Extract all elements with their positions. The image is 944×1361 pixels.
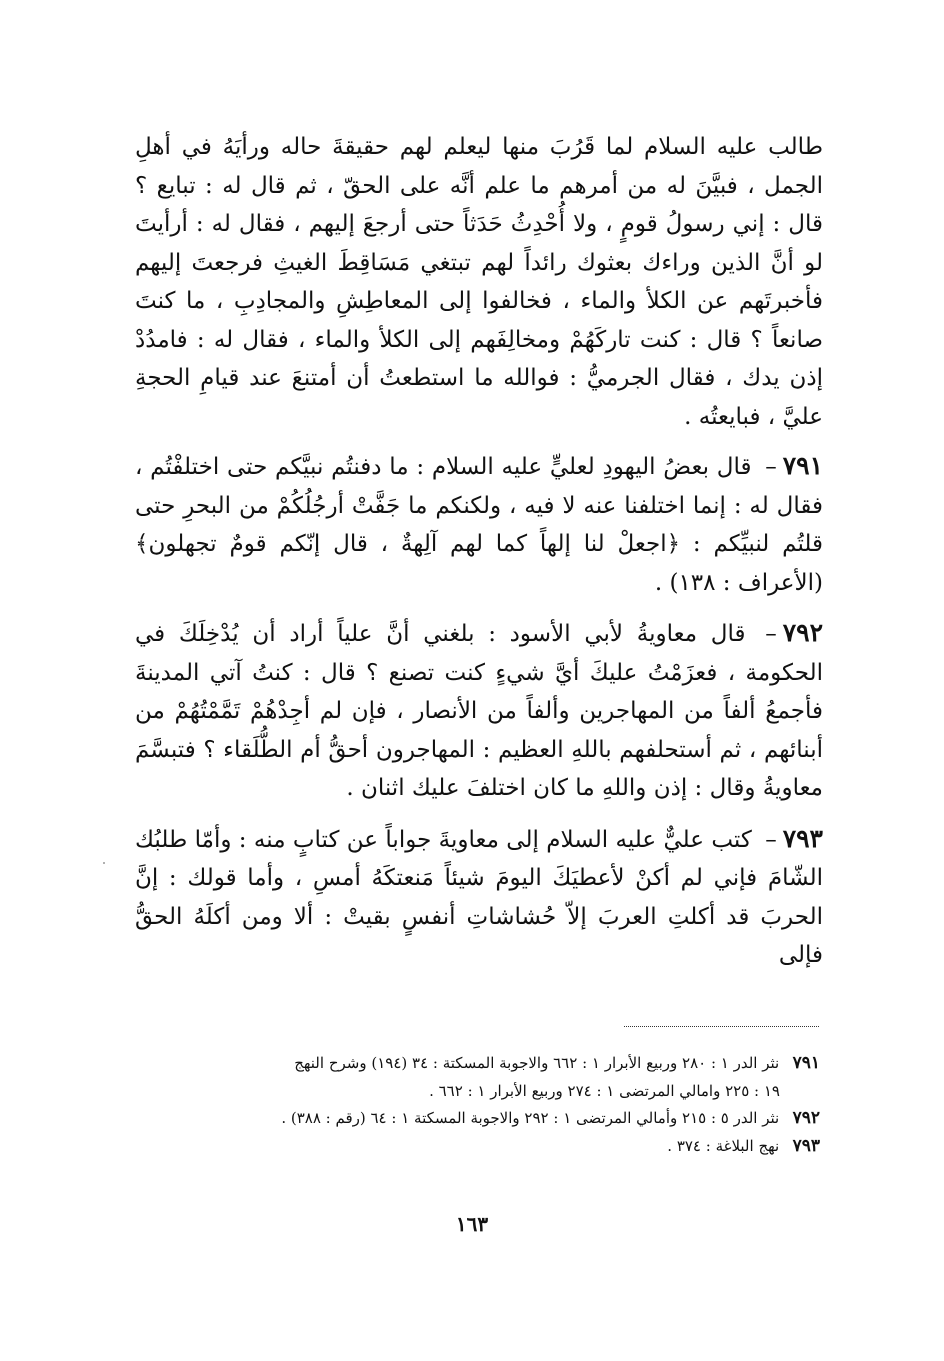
entry-dash: – (765, 826, 777, 853)
footnote-separator (624, 1026, 819, 1027)
entry-dash: – (765, 621, 777, 647)
paragraph-791 (135, 447, 823, 602)
paragraph-continued (135, 128, 823, 436)
footnote-text: ١٩ : ٢٢٥ وامالي المرتضى ١ : ٢٧٤ وربيع الأبرار ١ : ٦٦٢ . (429, 1081, 780, 1100)
footnotes (140, 1050, 820, 1160)
scan-speck (103, 862, 105, 864)
entry-dash: – (765, 454, 777, 480)
footnote-number: ٧٩١ (792, 1053, 820, 1073)
entry-number: ٧٩٢ (782, 618, 824, 647)
footnote-791 (140, 1050, 820, 1078)
footnote-text: نهج البلاغة : ٣٧٤ . (667, 1136, 780, 1155)
entry-number: ٧٩١ (782, 451, 824, 480)
paragraph-text: طالب عليه السلام لما قَرُبَ منها ليعلم لهم حقيقةَ حاله ورأيَهُ في أهلِ الجمل ، فبيَّنَ له من أمرهم ما علم أنَّه على الحقّ ، ثم قال له : تبايع ؟ قال : إني رسولُ قومٍ ، ولا أُحْدِثُ حَدَثاً حتى أرجعَ إليهم ، فقال له : أرأيتَ لو أنَّ الذين وراءك بعثوك رائداً لهم تبتغي مَسَاقِطَ الغيثِ فرجعتَ إليهم فأخبرتَهم عن الكلأ والماء ، فخالفوا إلى المعاطِشِ والمجادِبِ ، ما كنتَ صانعاً ؟ قال : كنت تاركَهُمْ ومخالِفَهم إلى الكلأ والماء ، فقال له : فامدُدْ إذن يدك ، فقال الجرميُّ : فوالله ما استطعتُ أن أمتنعَ عند قيامِ الحجةِ عليَّ ، فبايعتُه . (135, 134, 823, 430)
paragraph-text: قال بعضُ اليهودِ لعليٍّ عليه السلام : ما دفنتُم نبيَّكم حتى اختلفْتُم ، فقال له : إنما اختلفنا عنه لا فيه ، ولكنكم ما جَفَّتْ أرجُلُكُمْ من البحرِ حتى قلتُم لنبيِّكم : ﴿اجعلْ لنا إلهاً كما لهم آلِهةٌ ، قال إنّكم قومٌ تجهلون﴾ (الأعراف : ١٣٨) . (135, 454, 823, 596)
paragraph-792 (135, 614, 823, 808)
page-number: ١٦٣ (455, 1212, 489, 1236)
main-text (135, 128, 823, 987)
footnote-text: نثر الدر ٥ : ٢١٥ وأمالي المرتضى ١ : ٢٩٢ والاجوبة المسكتة ١ : ٦٤ (رقم : ٣٨٨) . (281, 1109, 780, 1127)
footnote-793 (140, 1133, 820, 1161)
footnote-792 (140, 1105, 820, 1133)
paragraph-text: قال معاويةُ لأبي الأسود : بلغني أنَّ علياً أراد أن يُدْخِلَكَ في الحكومة ، فعزَمْتُ عليكَ أيَّ شيءٍ كنت تصنع ؟ قال : كنتُ آتي المدينةَ فأجمعُ ألفاً من المهاجرين وألفاً من الأنصار ، فإن لم أجِدْهُمْ تَمَّمْتُهُمْ من أبنائهم ، ثم أستحلفهم باللهِ العظيم : المهاجرون أحقُّ أم الطُّلَقاء ؟ فتبسَّمَ معاويةُ وقال : إذن واللهِ ما كان اختلفَ عليك اثنان . (135, 621, 823, 801)
entry-number: ٧٩٣ (782, 823, 823, 853)
paragraph-793 (135, 820, 823, 975)
footnote-number: ٧٩٣ (792, 1135, 820, 1156)
paragraph-text: كتب عليٌّ عليه السلام إلى معاويةَ جواباً عن كتابٍ منه : وأمّا طلبُك الشّامَ فإني لم أكنْ لأعطيَكَ اليومَ شيئاً مَنعتكَهُ أمسِ ، وأما قولك : إنَّ الحربَ قد أكلتِ العربَ إلاّ حُشاشاتِ أنفسٍ بقيتْ : ألا ومن أكلَهُ الحقُّ فإلى (135, 826, 823, 968)
footnote-number: ٧٩٢ (792, 1108, 820, 1128)
footnote-text: نثر الدر ١ : ٢٨٠ وربيع الأبرار ١ : ٦٦٢ والاجوبة المسكتة : ٣٤ (١٩٤) وشرح النهج (294, 1054, 780, 1072)
footnote-791-continued (140, 1078, 820, 1106)
